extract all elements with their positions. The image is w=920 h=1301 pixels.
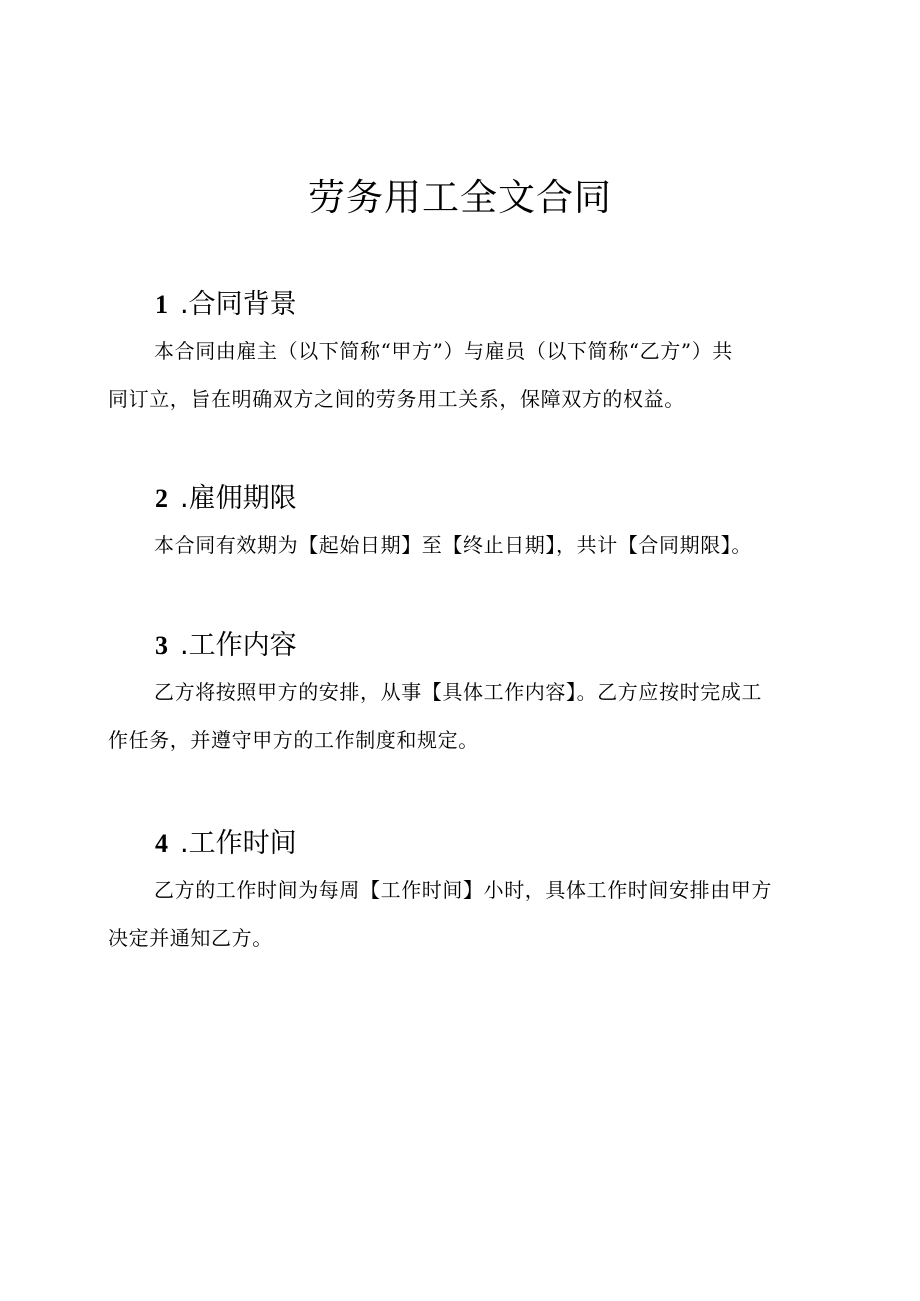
section-paragraph bbox=[108, 866, 808, 962]
section-heading bbox=[155, 283, 808, 327]
section-paragraph bbox=[108, 327, 808, 423]
paragraph-line: 本合同由雇主（以下简称“甲方”）与雇员（以下简称“乙方”）共 bbox=[154, 339, 733, 363]
section-title: .雇佣期限 bbox=[180, 483, 297, 514]
section-heading bbox=[155, 477, 808, 521]
section-number: 4 bbox=[155, 829, 168, 858]
section-contract-background bbox=[108, 283, 808, 423]
document-title: 劳务用工全文合同 bbox=[308, 176, 612, 219]
section-paragraph bbox=[108, 668, 808, 764]
paragraph-line: 作任务，并遵守甲方的工作制度和规定。 bbox=[108, 728, 479, 752]
paragraph-line: 同订立，旨在明确双方之间的劳务用工关系，保障双方的权益。 bbox=[108, 387, 685, 411]
section-title: .工作时间 bbox=[180, 828, 297, 859]
section-number: 1 bbox=[155, 290, 168, 319]
paragraph-line: 本合同有效期为【起始日期】至【终止日期】，共计【合同期限】。 bbox=[154, 533, 752, 557]
paragraph-line: 决定并通知乙方。 bbox=[108, 926, 273, 950]
section-employment-term bbox=[108, 477, 808, 569]
section-work-content bbox=[108, 624, 808, 764]
section-paragraph bbox=[108, 521, 808, 569]
section-work-hours bbox=[108, 822, 808, 962]
section-number: 3 bbox=[155, 631, 168, 660]
section-number: 2 bbox=[155, 484, 168, 513]
section-title: .合同背景 bbox=[180, 289, 297, 320]
section-title: .工作内容 bbox=[180, 630, 297, 661]
section-heading bbox=[155, 822, 808, 866]
paragraph-line: 乙方的工作时间为每周【工作时间】小时，具体工作时间安排由甲方 bbox=[154, 878, 772, 902]
paragraph-line: 乙方将按照甲方的安排，从事【具体工作内容】。乙方应按时完成工 bbox=[154, 680, 762, 704]
section-heading bbox=[155, 624, 808, 668]
